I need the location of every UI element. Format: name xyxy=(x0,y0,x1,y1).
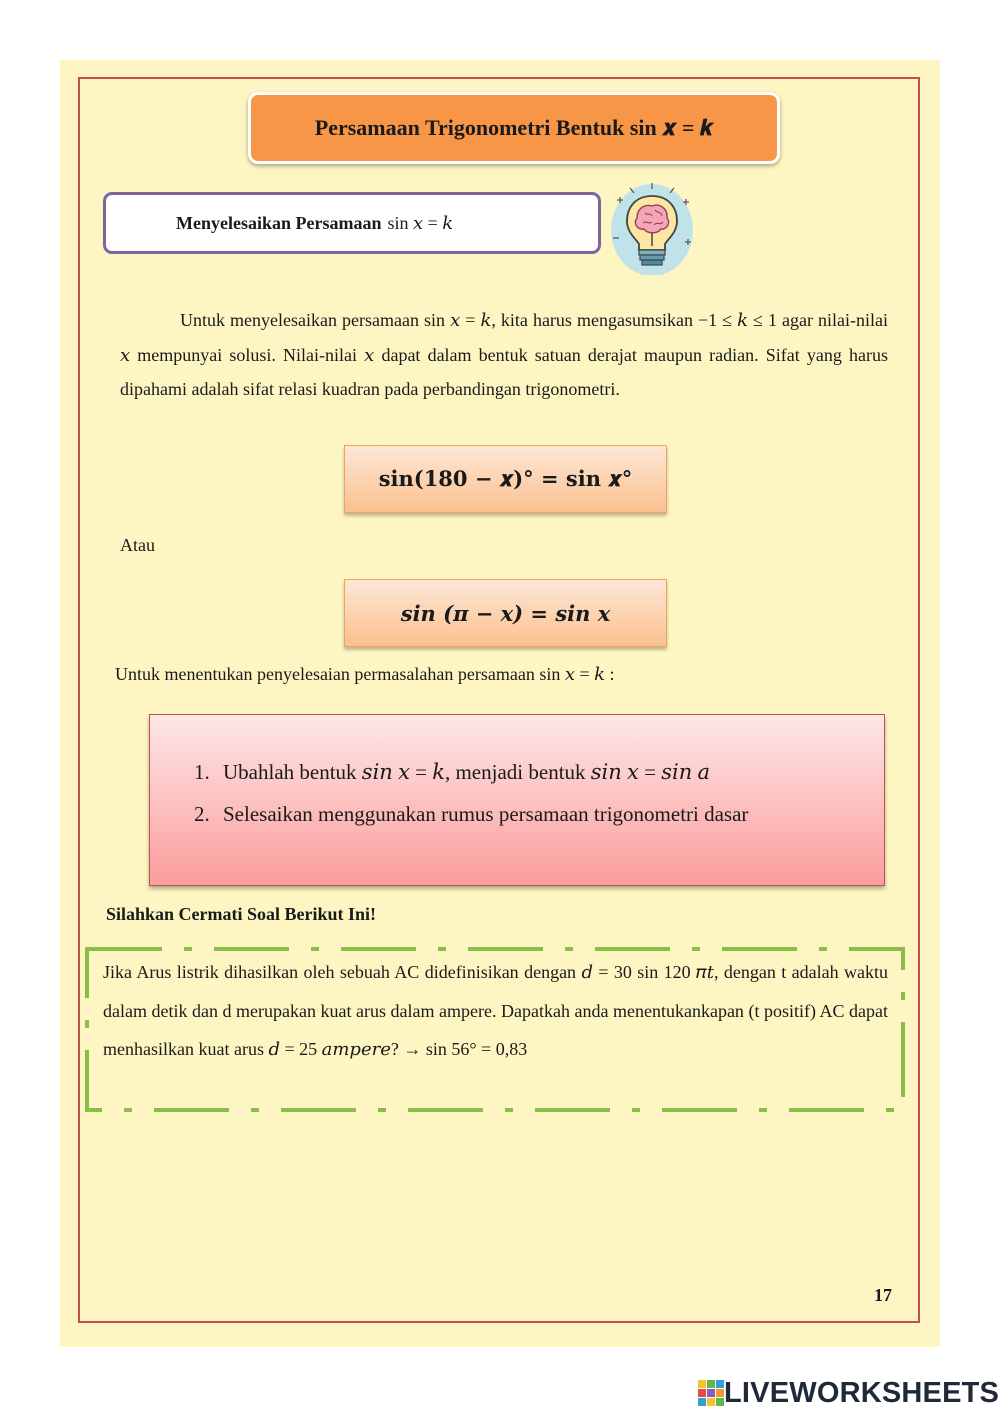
formula-box-degrees xyxy=(344,445,667,513)
formula-box-radians xyxy=(344,579,667,647)
page-title-text: Persamaan Trigonometri Bentuk sin 𝒙 = 𝒌 xyxy=(314,115,714,140)
step-number: 1. xyxy=(194,760,210,784)
step-number: 2. xyxy=(194,802,210,826)
step-text: Ubahlah bentuk 𝑠𝑖𝑛 𝑥 = 𝑘, menjadi bentuk 𝑠𝑖𝑛 𝑥 = 𝑠𝑖𝑛 𝑎 xyxy=(223,760,711,784)
intro-paragraph-text: Untuk menyelesaikan persamaan sin 𝑥 = 𝑘, kita harus mengasumsikan −1 ≤ 𝑘 ≤ 1 agar nilai-nilai 𝑥 mempunyai solusi. Nilai-nilai 𝑥 dapat dalam bentuk satuan derajat maupun radian. Sifat yang harus dipahami adalah sifat relasi kuadran pada perbandingan trigonometri. xyxy=(120,310,888,399)
section-subtitle xyxy=(103,192,601,254)
subtitle-bold-text: Menyelesaikan Persamaan xyxy=(176,212,382,233)
liveworksheets-grid-icon xyxy=(698,1380,724,1406)
watermark-text: LIVEWORKSHEETS xyxy=(724,1376,1000,1409)
steps-intro: Untuk menentukan penyelesaian permasalahan persamaan sin 𝑥 = 𝑘 : xyxy=(115,664,615,684)
subtitle-math: sin 𝑥 = 𝑘 xyxy=(387,212,454,233)
formula-degrees-text: sin(180 − 𝒙)° = sin 𝒙° xyxy=(378,466,633,491)
step-text: Selesaikan menggunakan rumus persamaan trigonometri dasar xyxy=(223,802,749,826)
liveworksheets-logo xyxy=(698,1375,999,1411)
atau-label: Atau xyxy=(120,535,155,555)
list-item xyxy=(194,793,748,835)
steps-box xyxy=(149,714,885,886)
problem-heading: Silahkan Cermati Soal Berikut Ini! xyxy=(106,904,377,924)
list-item xyxy=(194,751,748,793)
lightbulb-brain-icon xyxy=(605,180,700,275)
page-number: 17 xyxy=(874,1285,892,1305)
intro-paragraph xyxy=(120,303,888,407)
steps-list xyxy=(194,751,748,835)
page-title xyxy=(248,92,780,164)
problem-text: Jika Arus listrik dihasilkan oleh sebuah AC didefinisikan dengan 𝑑 = 30 sin 120 𝜋𝑡, dengan t adalah waktu dalam detik dan d merupakan kuat arus dalam ampere. Dapatkah anda menentukankapan (t positif) AC dapat menhasilkan kuat arus 𝑑 = 25 𝑎𝑚𝑝𝑒𝑟𝑒? → sin 56° = 0,83 xyxy=(103,962,888,1059)
formula-radians-text: sin (π − x) = sin x xyxy=(400,600,611,626)
page-border xyxy=(78,77,920,1323)
